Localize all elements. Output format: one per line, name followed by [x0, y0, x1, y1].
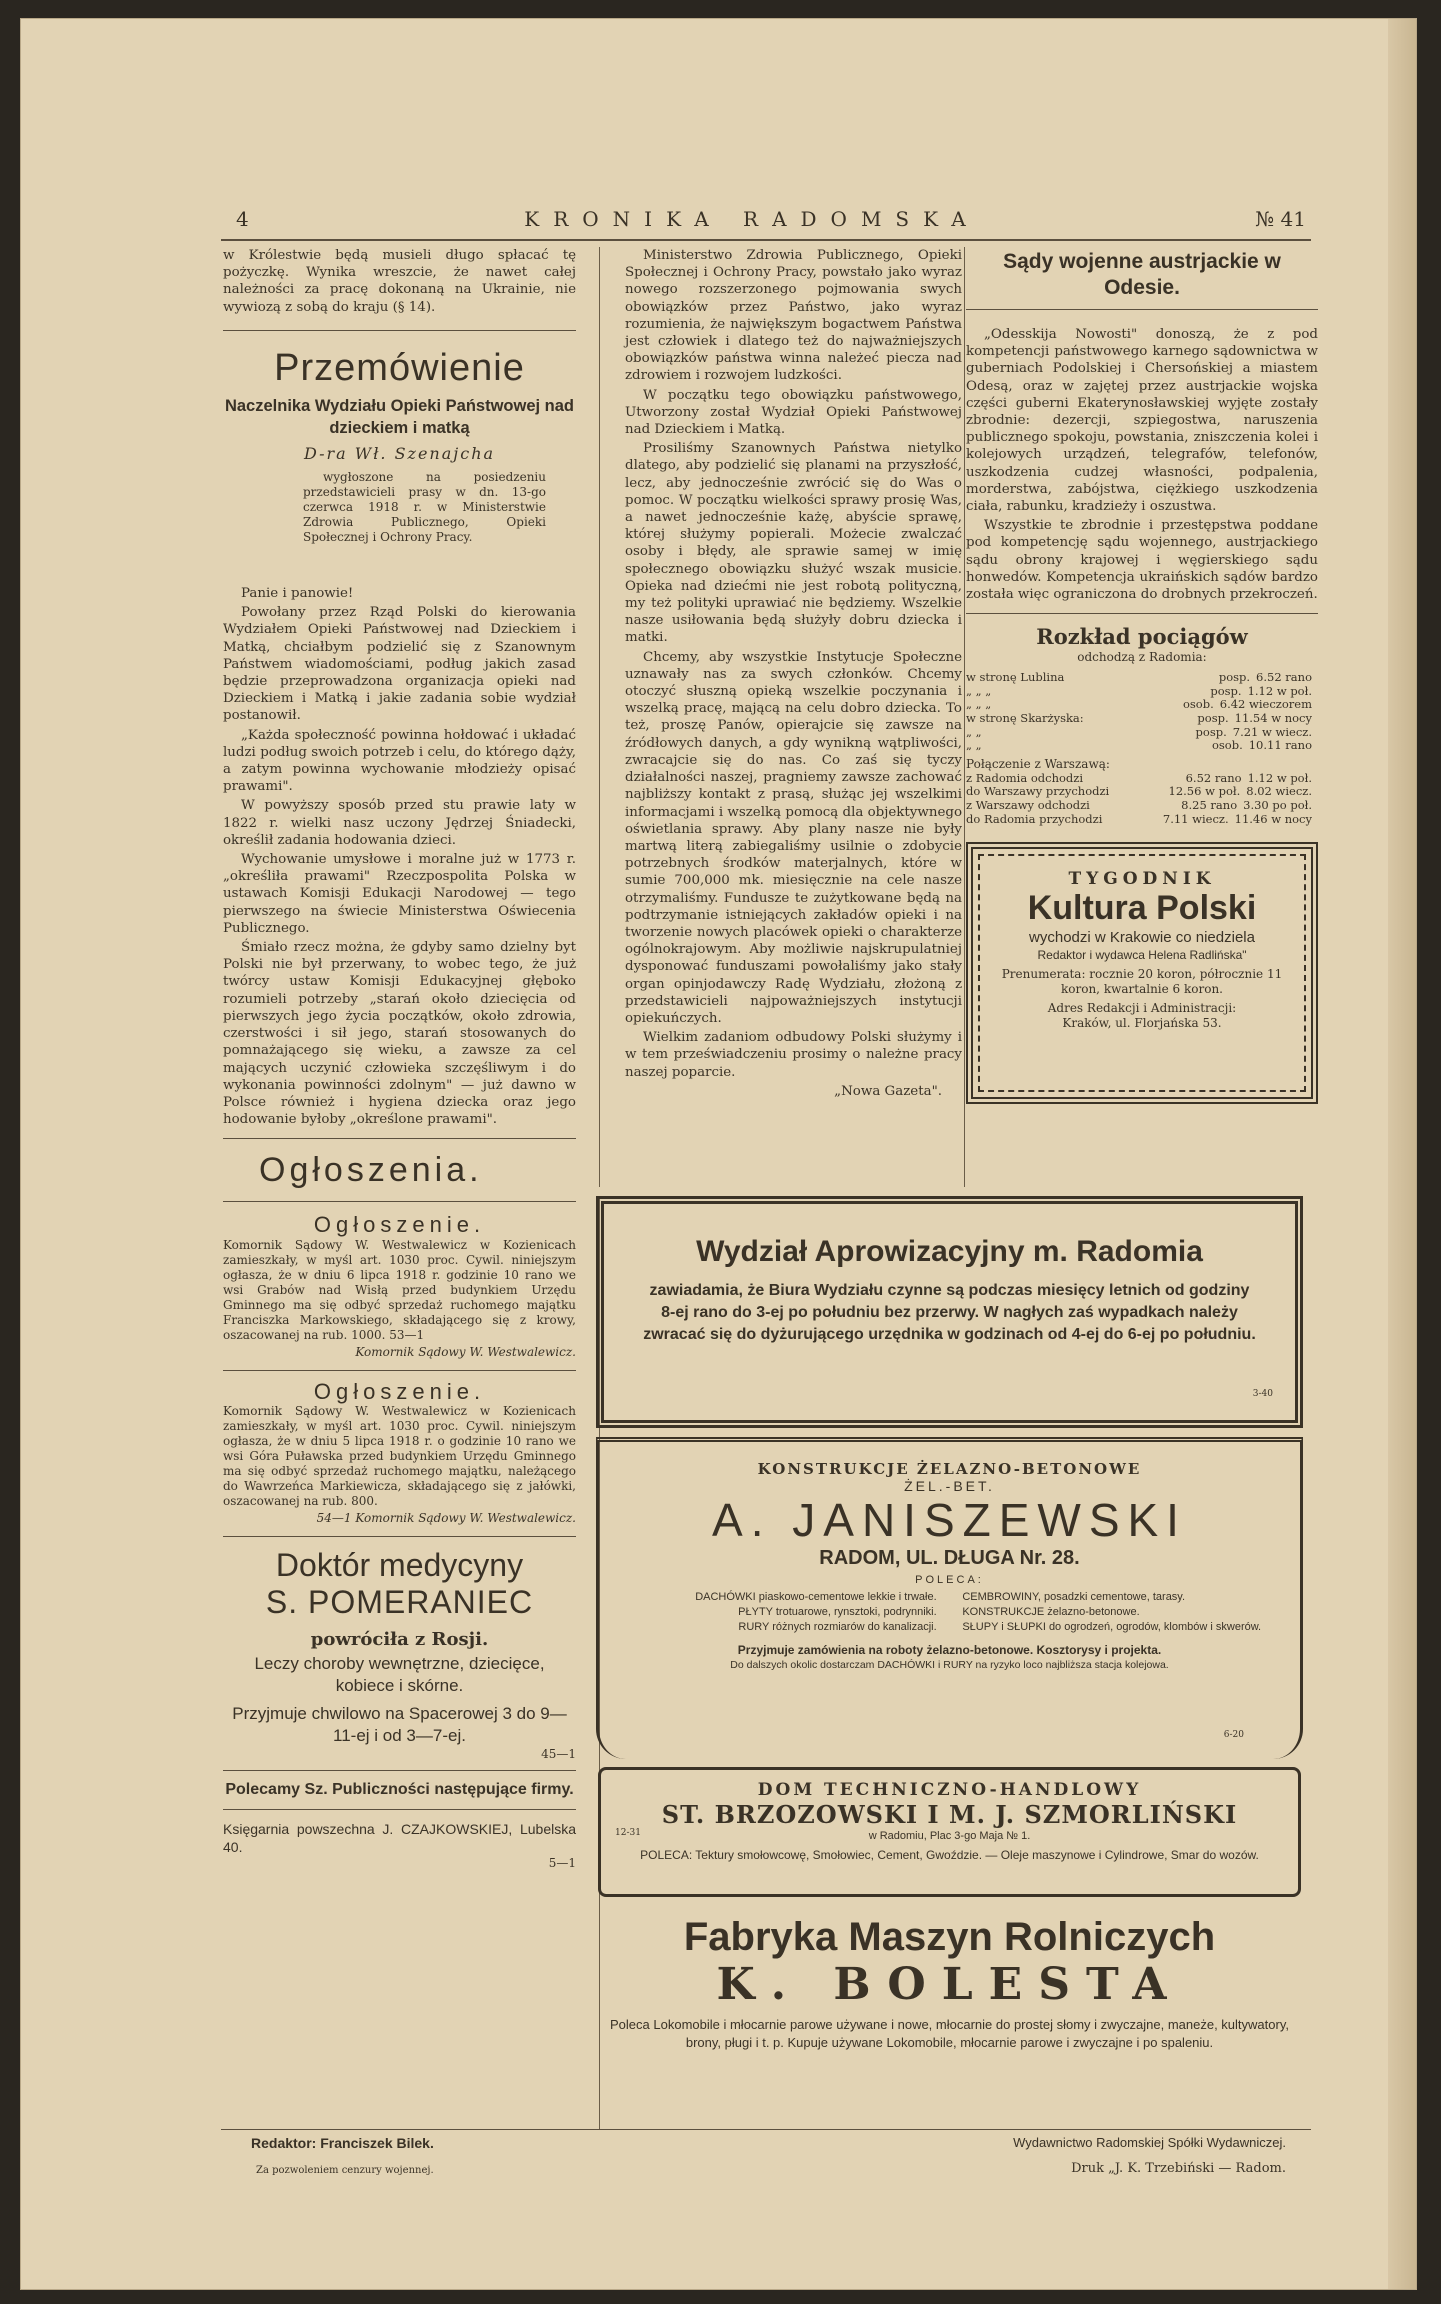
divider	[223, 1536, 576, 1537]
schedule-cell: 8.25 rano	[1181, 798, 1238, 812]
intro-text: w Królestwie będą musieli długo spłacać tę pożyczkę. Wynika wreszcie, że nawet całej należności za pracę dokonaną na Ukrainie, nie wywiozą z sobą do kraju (§ 14).	[223, 248, 576, 315]
paragraph: W początku tego obowiązku państwowego, Utworzony został Wydział Opieki Państwowej nad Dzieckiem i Matką.	[625, 387, 962, 438]
schedule-cell: 7.11 wiecz.	[1162, 811, 1229, 826]
speech-subtitle: Naczelnika Wydziału Opieki Państwowej nad dzieckiem i matką	[224, 396, 575, 437]
schedule-cell: osob.	[1211, 738, 1243, 753]
bolesta-text: Poleca Lokomobile i młocarnie parowe używane i nowe, młocarnie do prostej słomy i zwyczajne, maneże, kultywatory, brony, pługi i t. p. Kupuje używane Lokomobile, młocarnie parowe i zwyczajne i po spaleniu.	[610, 2017, 1289, 2050]
speech-title: Przemówienie	[274, 346, 525, 389]
speech-author: D-ra Wł. Szenajcha	[303, 443, 496, 463]
paragraph: „Każda społeczność powinna hołdować i układać ludzi podług swoich potrzeb i celu, do którego dąży, a zatym powinna wychowanie młodzieży opisać prawami".	[223, 727, 576, 795]
doctor-hours: Przyjmuje chwilowo na Spacerowej 3 do 9—11-ej i od 3—7-ej.	[232, 1703, 567, 1745]
janiszewski-delivery: Do dalszych okolic dostarczam DACHÓWKI i RURY na ryzyko loco najbliższa stacja kolejowa.	[730, 1659, 1169, 1671]
products-left	[629, 1590, 937, 1635]
newspaper-title: KRONIKA RADOMSKA	[524, 207, 980, 231]
brzozowski-names: ST. BRZOZOWSKI I M. J. SZMORLIŃSKI	[661, 1800, 1238, 1829]
schedule-row	[966, 739, 1318, 753]
brzozowski-poleca: POLECA: Tektury smołowcowę, Smołowiec, Cement, Gwoździe. — Oleje maszynowe i Cylindrowe, Smar do wozów.	[640, 1848, 1259, 1862]
schedule-cell: osob.	[1182, 697, 1214, 712]
kultura-ad	[966, 842, 1318, 1104]
paragraph: Powołany przez Rząd Polski do kierowania Wydziałem Opieki Państwowej nad Dzieckiem i Matką, chciałbym podzielić się z Szanownym Państwem wiadomościami, podług jakich zasad będzie przeprowadzona organizacja opieki nad Dzieckiem i Matką i jakie zadania sobie wydział postanowił.	[223, 605, 576, 724]
schedule-cell: „ „ „	[966, 683, 992, 698]
paragraph: Chcemy, aby wszystkie Instytucje Społeczne uznawały nas za swych członków. Chcemy otoczyć słuszną opieką wszelkie poczynania i wszelką pracę, mającą na celu dobro dziecka. To też, proszę Panów, opierajcie się zawsze na źródłowych danych, a gdy wynikną wątpliwości, zwracajcie się do nas. Co zaś się tyczy działalności naszej, pragniemy zawsze zachować najbliższy kontakt z prasą, służąc jej wszelkimi informacjami i wszelką pomocą dla objektywnego oświetlania sprawy. Aby plany nasze nie były martwą literą zabiegaliśmy usilnie o zdobycie potrzebnych środków materjalnych, które w sumie 700,000 mk. miesięcznie na cele nasze otrzymaliśmy. Fundusze te zużytkowane będą na podtrzymanie istniejących zakładów opieki i na tworzenie nowych placówek opieki o charakterze ogólnokrajowym. Aby możliwie najskrupulatniej dysponować funduszami powołaliśmy jako stały organ opinjodawczy Radę Wydziału, złożoną z przedstawicieli najpoważniejszych instytucji opiekuńczych.	[625, 649, 963, 1026]
schedule-cell: 6.42 wieczorem	[1219, 697, 1312, 712]
schedule-cell: 3.30 po poł.	[1243, 798, 1312, 812]
ad-code: 6-20	[1223, 1730, 1244, 1740]
brzozowski-title: DOM TECHNICZNO-HANDLOWY	[757, 1780, 1142, 1800]
schedule-cell: 6.52 rano	[1185, 770, 1242, 785]
schedule-cell: „ „ „	[966, 697, 992, 712]
schedule-cell: 11.54 w nocy	[1234, 711, 1312, 726]
aprowizacja-title: Wydział Aprowizacyjny m. Radomia	[696, 1235, 1203, 1268]
janiszewski-orders: Przyjmuje zamówienia na roboty żelazno-betonowe. Kosztorysy i projekta.	[737, 1643, 1162, 1657]
announcement-title: Ogłoszenie.	[313, 1212, 486, 1238]
column-right	[966, 247, 1318, 1104]
schedule-cell: 1.12 w poł.	[1247, 770, 1312, 785]
schedule-cell: 7.21 w wiecz.	[1232, 724, 1312, 739]
product-line: CEMBROWINY, posadzki cementowe, tarasy.	[962, 1591, 1186, 1603]
kultura-line: Prenumerata: rocznie 20 koron, półrocznie 11 koron, kwartalnie 6 koron.	[1001, 967, 1283, 997]
paragraph: W powyższy sposób przed stu prawie laty w 1822 r. wielki nasz uczony Jędrzej Śniadecki, określił zadania hodowania dzieci.	[223, 798, 576, 848]
kultura-line: Adres Redakcji i Administracji:	[1047, 1001, 1237, 1016]
printer: Druk „J. K. Trzebiński — Radom.	[1071, 2161, 1286, 2176]
schedule-cell: 11.46 w nocy	[1234, 811, 1312, 826]
announcement-signature: 54—1 Komornik Sądowy W. Westwalewicz.	[316, 1510, 576, 1525]
speech-note: wygłoszone na posiedzeniu przedstawicieli prasy w dn. 13-go czerwca 1918 r. w Ministerstwie Zdrowia Publicznego, Opieki Społecznej i Ochrony Pracy.	[303, 470, 546, 545]
schedule-cell: do Radomia przychodzi	[966, 811, 1103, 826]
ad-code: 12-31	[615, 1828, 641, 1838]
brzozowski-ad	[598, 1767, 1301, 1897]
schedule-cell: 6.52 rano	[1256, 670, 1312, 685]
schedule-cell: 1.12 w poł.	[1247, 683, 1312, 698]
divider	[966, 309, 1318, 310]
header-rule	[221, 239, 1311, 241]
warsaw-title: Połączenie z Warszawą:	[966, 756, 1110, 771]
schedule-row	[966, 785, 1318, 799]
doctor-treatment: Leczy choroby wewnętrzne, dziecięce, kobiece i skórne.	[254, 1653, 545, 1695]
schedule-row	[966, 799, 1318, 813]
kultura-top: TYGODNIK	[1068, 869, 1216, 890]
product-line: KONSTRUKCJE żelazno-betonowe.	[962, 1606, 1140, 1618]
divider	[223, 1770, 576, 1771]
page-header	[236, 207, 1306, 231]
paragraph: Wielkim zadaniom odbudowy Polski służymy i w tem przeświadczeniu prosimy o należne pracy naszej poparcie.	[625, 1030, 962, 1080]
warsaw-schedule	[966, 772, 1318, 826]
page-number: 4	[236, 207, 249, 231]
page-edge	[1388, 19, 1416, 2289]
source-credit: „Nowa Gazeta".	[834, 1083, 942, 1099]
product-line: SŁUPY i SŁUPKI do ogrodzeń, ogrodów, klombów i skwerów.	[962, 1621, 1262, 1633]
schedule-cell: posp.	[1218, 670, 1251, 685]
trains-subtitle: odchodzą z Radomia:	[1077, 650, 1207, 665]
editor: Redaktor: Franciszek Bilek.	[251, 2135, 434, 2151]
product-line: DACHÓWKI piaskowo-cementowe lekkie i trwałe.	[695, 1591, 937, 1603]
schedule-row	[966, 671, 1318, 685]
divider	[223, 1201, 576, 1202]
janiszewski-address: RADOM, UL. DŁUGA Nr. 28.	[819, 1547, 1080, 1569]
kultura-line: wychodzi w Krakowie co niedziela	[1029, 929, 1255, 947]
schedule-cell: w stronę Lublina	[966, 670, 1065, 685]
bookshop-ad: Księgarnia powszechna J. CZAJKOWSKIEJ, Lubelska 40.	[223, 1820, 576, 1855]
paragraph: Wszystkie te zbrodnie i przestępstwa poddane pod kompetencję sądu wojennego, austrjackiego sądu obrony krajowej i węgierskiego sądu honwedów. Kompetencja ukraińskich sądów bardzo została więc ograniczona do drobnych przekroczeń.	[966, 518, 1318, 603]
schedule-cell: „ „	[966, 724, 982, 739]
column-divider	[964, 247, 965, 1187]
doctor-name: S. POMERANIEC	[265, 1583, 534, 1620]
aprowizacja-text: zawiadamia, że Biura Wydziału czynne są podczas miesięcy letnich od godziny 8-ej rano do 3-ej po południu bez przerwy. W nagłych zaś wypadkach należy zwracać się do dyżurującego urzędnika w godzinach od 4-ej do 6-ej po południu.	[643, 1282, 1256, 1343]
aprowizacja-ad	[596, 1196, 1303, 1428]
recommend-heading: Polecamy Sz. Publiczności następujące firmy.	[225, 1780, 574, 1798]
paragraph: Wychowanie umysłowe i moralne już w 1773 r. „określiła prawami" Rzeczpospolita Polska w ustawach Komisji Edukacji Narodowej — tego pierwszego na świecie Ministerstwa Oświecenia Publicznego.	[223, 852, 576, 936]
bolesta-title: Fabryka Maszyn Rolniczych	[683, 1915, 1216, 1959]
schedule-cell: posp.	[1195, 724, 1227, 739]
column-left	[223, 247, 576, 1871]
janiszewski-products	[629, 1590, 1270, 1635]
schedule-cell: 8.02 wiecz.	[1246, 784, 1312, 799]
announcement-text: Komornik Sądowy W. Westwalewicz w Kozienicach zamieszkały, w myśl art. 1030 proc. Cywil. niniejszym ogłasza, że w dniu 6 lipca 1918 r. godzinie 10 rano we wsi Grabów nad Wisłą przed budynkiem Urzędu Gminnego ma się odbyć sprzedaż ruchomego majątku Franciszka Markowskiego, składającego się z krowy, oszacowanej na rub. 1000. 53—1	[223, 1237, 576, 1342]
schedule-cell: „ „	[966, 738, 982, 753]
schedule-cell: do Warszawy przychodzi	[966, 784, 1110, 799]
janiszewski-sub: ŻEL.-BET.	[904, 1478, 995, 1494]
paragraph: Prosiliśmy Szanownych Państwa nietylko dlatego, aby podzielić się planami na przyszłość, lecz, aby jednocześnie zwrócić się do Was o pomoc. W początku wielkości sprawy prosię Was, a nawet jednocześnie każę, abyście sprawę, której służymy popierali. Możecie zwalczać osoby i błędy, ale sprawie samej w imię społecznego obowiązku służyć wszak musicie. Opieka nad dziećmi nie jest robotą polityczną, my też polityki uprawiać nie będziemy. Wszelkie nasze usiłowania będą służyły dobru dziecka i matki.	[625, 441, 962, 646]
paragraph: „Odesskija Nowosti" donoszą, że z pod kompetencji państwowego karnego sądownictwa w guberniach Podolskiej i Chersońskiej a miastem Odesą, oraz w zajętej przez austrjackie wojska części guberni Ekaterynosławskiej wyjęte zostały zbrodnie: dezercji, szpiegostwa, naruszenia publicznego spokoju, powstania, zniszczenia kolei i kolejowych urządzeń, telegrafów, telefonów, uszkodzenia cudzej własności, podpalenia, morderstwa, zabójstwa, ciężkiego uszkodzenia ciała, rabunku, kradzieży i oszustwa.	[966, 327, 1318, 515]
products-right	[962, 1590, 1270, 1635]
ad-code: 3-40	[1252, 1389, 1273, 1399]
schedule-row	[966, 712, 1318, 726]
ads-title: Ogłoszenia.	[259, 1151, 483, 1190]
divider	[966, 613, 1318, 614]
schedule-cell: posp.	[1210, 683, 1242, 698]
janiszewski-ad	[596, 1437, 1303, 1759]
schedule-row	[966, 698, 1318, 712]
brzozowski-address: w Radomiu, Plac 3-go Maja № 1.	[868, 1830, 1031, 1842]
divider	[223, 330, 576, 331]
trains-title: Rozkład pociągów	[1036, 624, 1248, 650]
issue-number: № 41	[1255, 207, 1306, 231]
schedule-row	[966, 772, 1318, 786]
courts-title: Sądy wojenne austrjackie w Odesie.	[1003, 250, 1281, 299]
product-line: PŁYTY trotuarowe, rynsztoki, podrynniki.	[738, 1606, 937, 1618]
janiszewski-name: A. JANISZEWSKI	[712, 1494, 1187, 1546]
schedule-row	[966, 813, 1318, 827]
schedule-cell: 12.56 w poł.	[1168, 784, 1241, 799]
divider	[223, 1370, 576, 1371]
announcement-title: Ogłoszenie.	[313, 1378, 486, 1404]
censor-note: Za pozwoleniem cenzury wojennej.	[256, 2165, 434, 2176]
schedule-row	[966, 726, 1318, 740]
janiszewski-poleca: POLECA:	[915, 1574, 984, 1586]
bolesta-name: K. BOLESTA	[716, 1959, 1183, 2010]
column-divider	[599, 247, 600, 1187]
newspaper-page	[20, 18, 1417, 2290]
bolesta-ad	[598, 1914, 1301, 2052]
paragraph: Ministerstwo Zdrowia Publicznego, Opieki Społecznej i Ochrony Pracy, powstało jako wyraz nowego rozszerzonego pojmowania swych obowiązków przez Państwo, jako wyraz rozumienia, że największym bogactwem Państwa jest człowiek i dlatego też do najważniejszych obowiązków państwa winna należeć piecza nad zdrowiem i rozwojem ludzkości.	[625, 248, 962, 384]
product-line: RURY różnych rozmiarów do kanalizacji.	[738, 1621, 937, 1633]
schedule-cell: 10.11 rano	[1248, 738, 1312, 753]
ad-code: 5—1	[548, 1855, 576, 1870]
kultura-line: Redaktor i wydawca Helena Radlińska"	[1037, 948, 1247, 963]
paragraph: Panie i panowie!	[241, 586, 354, 602]
kultura-title: Kultura Polski	[1027, 889, 1257, 928]
doctor-returned: powróciła z Rosji.	[310, 1628, 489, 1650]
announcement-signature: Komornik Sądowy W. Westwalewicz.	[355, 1344, 576, 1359]
schedule-cell: w stronę Skarżyska:	[966, 711, 1084, 726]
announcement-text: Komornik Sądowy W. Westwalewicz w Kozienicach zamieszkały, w myśl art. 1030 proc. Cywil. niniejszym ogłasza, że w dniu 5 lipca 1918 r. o godzinie 10 rano we wsi Góra Puławska przed budynkiem Urzędu Gminnego ma się odbyć sprzedaż ruchomego majątku, należącego do Wawrzeńca Markiewicza, składającego się z jałówki, oszacowanej na rub. 800.	[223, 1403, 576, 1508]
ad-code: 45—1	[541, 1746, 576, 1761]
schedule-row	[966, 685, 1318, 699]
column-middle	[625, 247, 962, 1100]
footer-rule	[221, 2129, 1311, 2130]
publisher: Wydawnictwo Radomskiej Spółki Wydawniczej.	[1013, 2135, 1286, 2150]
schedule-cell: posp.	[1197, 711, 1229, 726]
janiszewski-top: KONSTRUKCJE ŻELAZNO-BETONOWE	[757, 1460, 1142, 1478]
divider	[223, 1138, 576, 1139]
divider	[223, 1809, 576, 1810]
schedule-cell: z Radomia odchodzi	[966, 770, 1084, 785]
doctor-title: Doktór medycyny	[275, 1546, 524, 1583]
train-schedule	[966, 671, 1318, 753]
paragraph: Śmiało rzecz można, że gdyby samo dzielny byt Polski nie był przerwany, to wobec tego, że już twórcy ustaw Komisji Edukacyjnej głęboko rozumieli potrzeby „starań około dziecięcia od pierwszych jego życia początków, około zdrowia, czerstwości i sił jego, starań stosowanych do pomnażającego się wieku, a zawsze za cel mających uczynić człowieka szczęśliwym i do wykonania powinności zdolnym" — już dawno w Polsce również i hygiena dziecka oraz jego hodowanie byłoby „określone prawami".	[223, 940, 576, 1128]
schedule-cell: z Warszawy odchodzi	[966, 798, 1090, 812]
kultura-line: Kraków, ul. Florjańska 53.	[1062, 1016, 1222, 1031]
